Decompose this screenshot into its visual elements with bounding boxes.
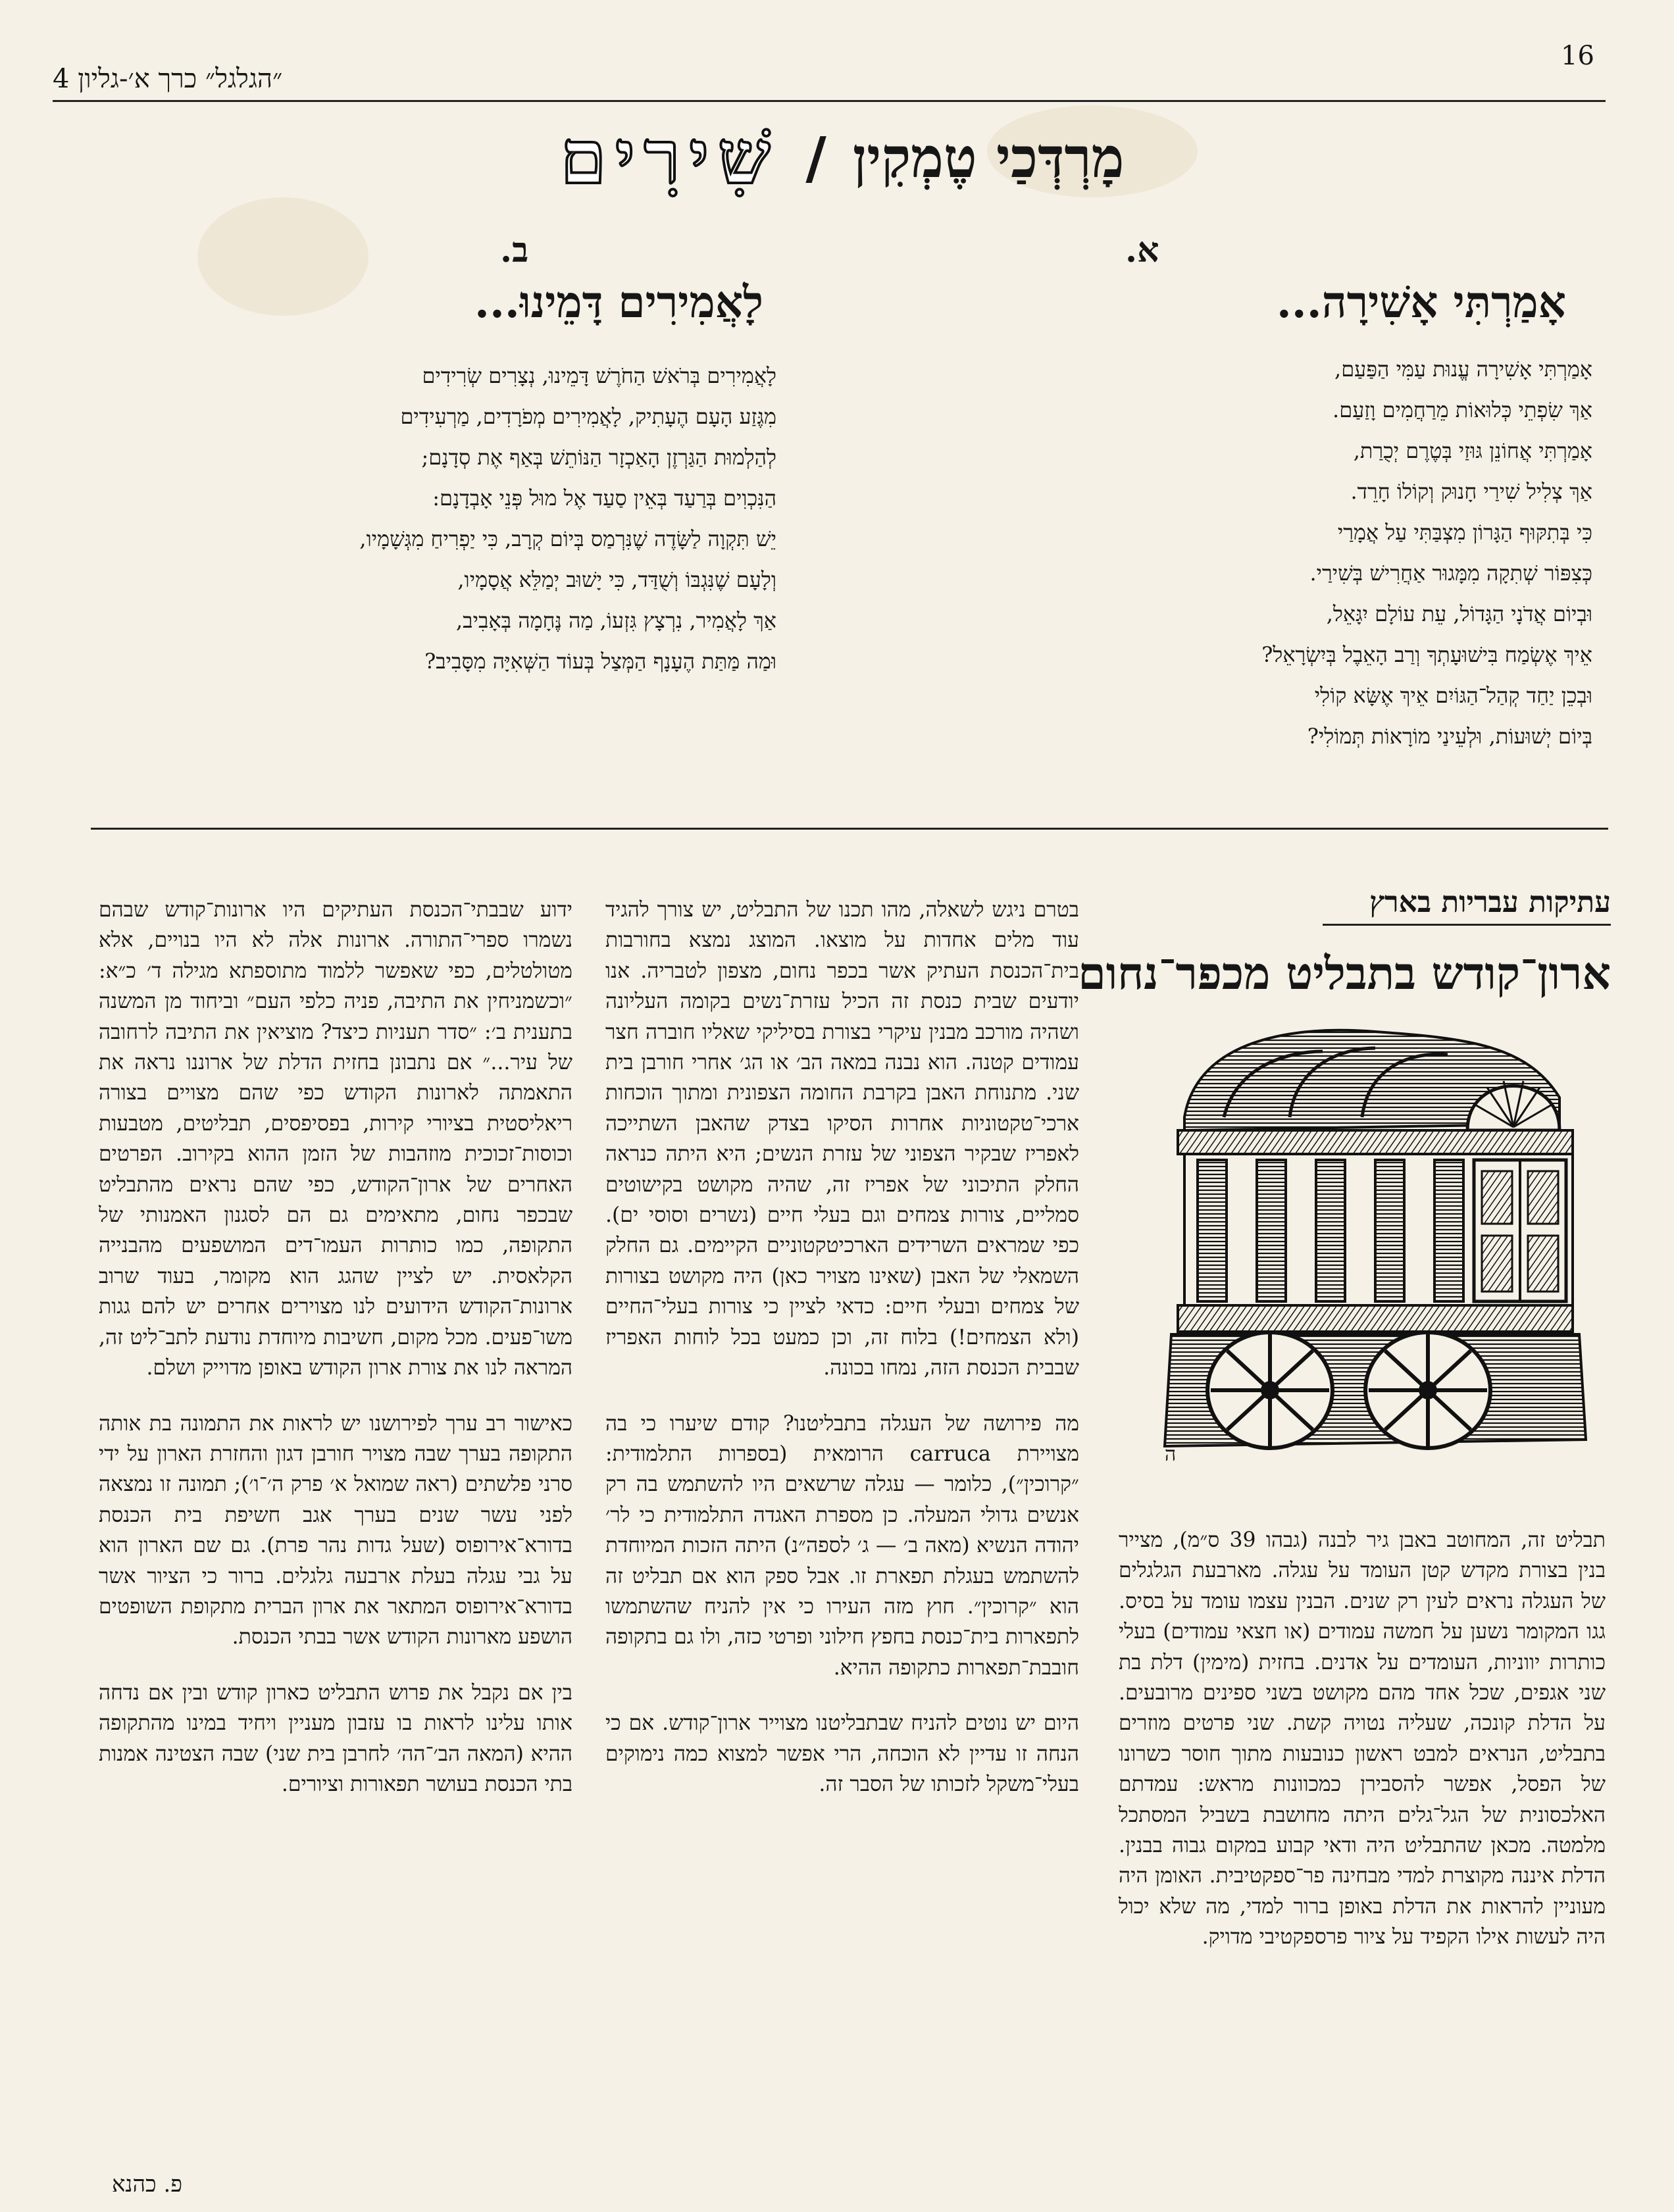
running-head: ״הגלגל״ כרך א׳-גליון 4 xyxy=(53,64,283,94)
torah-ark-relief-image xyxy=(1158,1018,1592,1466)
poems-title xyxy=(500,114,1184,201)
poem-line: וּמַה מַּתַּת הֶעָנָף הַמְּצַל בְּעוֹד הַשְּׁאִיָּה מִסָּבִיב? xyxy=(424,649,776,674)
section-label: עתיקות עבריות בארץ xyxy=(1369,886,1611,919)
poem-line: אַךְ צְלִיל שִׁירַי חָנוּק וְקוֹלוֹ חָרֵד. xyxy=(1350,479,1592,504)
poem-line: אַךְ לָאֲמִיר, נִרְצָץ גִּזְעוֹ, מַה נֶּחָמָה בְּאָבִיב, xyxy=(455,608,776,633)
poem-line: בְּיוֹם יְשׁוּעוֹת, וּלְעֵינַי מוֹרָאוֹת תְּמוֹלִי? xyxy=(1307,724,1592,749)
poem-line: וּבְכֵן יַחַד קְהַל־הַגּוֹיִם אֵיךְ אֶשָּׂא קוֹלִי xyxy=(1314,683,1592,708)
poem-line: כִּי בְּתִקּוּף הַגָּרוֹן מִצְבַּתִּי עַל אֲמָרַי xyxy=(1337,520,1592,545)
article-column-2 xyxy=(605,895,1079,1824)
title-separator: / xyxy=(805,124,826,191)
poem-b-body xyxy=(118,355,776,682)
poem-b-number: ב. xyxy=(500,230,529,270)
poem-line: אַךְ שִׂפְתֵי כְּלוּאוֹת מֵרַחֲמִים וָזַעַם. xyxy=(1332,397,1592,422)
article-paragraph: מה פירושה של העגלה בתבליטנו? קודם שיערו כי בה מצויירת carruca הרומאית (בספרות התלמודית: ״קרוכין״), כלומר — עגלה שרשאים היו להשתמש בה רק אנשים גדולי המעלה. כן מספרת האגדה התלמודית כי לר׳ יהודה הנשיא (מאה ב׳ — ג׳ לספה״נ) היתה הזכות המיוחדת להשתמש בעגלת תפארת זו. אבל ספק הוא אם תבליט זה הוא ״קרוכין״. חוץ מזה העירו כי אין להניח שהשתמשו לתפארות בית־כנסת בחפץ חילוני ופרטי כזה, ולו גם בתקופה חובבת־תפארות כתקופה ההיא. xyxy=(605,1411,1080,1680)
article-paragraph: ידוע שבבתי־הכנסת העתיקים היו ארונות־קודש שבהם נשמרו ספרי־התורה. ארונות אלה לא היו בנויים, אלא מטולטלים, כפי שאפשר ללמוד מתוספתא מגילה ד׳ כ״א: ״וכשמניחין את התיבה, פניה כלפי העם״ וביחוד מן המשנה בתענית ב׳: ״סדר תעניות כיצד? מוציאין את התיבה לרחובה של עיר...״ אם נתבונן בחזית הדלת של ארוננו נראה את התאמתה לארונות הקודש כפי שהם מצויים בצורה ריאליסטית בציורי קירות, בפסיפסים, תבליטים, מטבעות וכוסות־זכוכית מוזהבות של הזמן ההוא בקירוב. הפרטים האחרים של ארון־הקודש, כפי שהם נראים מהתבליט שבכפר נחום, מתאימים גם הם לסגנון האמנותי של התקופה, כמו כותרות העמו־דים המושפעים מהבנייה הקלאסית. יש לציין שהגג הוא מקומר, בעוד שרוב ארונות־הקודש הידועים לנו מצוירים אחרים יש להם גגות משו־פעים. מכל מקום, חשיבות מיוחדת נודעת לתב־ליט זה, המראה לנו את צורת ארון הקודש באופן מדוייק ושלם. xyxy=(99,898,572,1380)
article-column-1 xyxy=(1119,1525,1606,1978)
poem-line: יֵשׁ תִּקְוָה לַשָּׂדֶה שֶׁנִּרְמַס בְּיוֹם קְרָב, כִּי יַפְרִיחַ מִגְּשָׁמָיו, xyxy=(359,526,776,551)
poem-a-title: אָמַרְתִּי אָשִׁירָה... xyxy=(1276,276,1566,328)
poem-b-title: לָאֲמִירִים דָּמֵינוּ... xyxy=(474,276,763,328)
poem-a-number: א. xyxy=(1125,230,1159,270)
article-paragraph: בטרם ניגש לשאלה, מהו תכנו של התבליט, יש צורך להגיד עוד מלים אחדות על מוצאו. המוצג נמצא בחורבות בית־הכנסת העתיק אשר בכפר נחום, מצפון לטבריה. אנו יודעים שבית כנסת זה הכיל עזרת־נשים בקומה העליונה ושהיה מורכב מבנין עיקרי בצורת בסיליקי שאליו חוברה חצר עמודים קטנה. הוא נבנה במאה הב׳ או הג׳ אחרי חורבן בית שני. מתנוחת האבן בקרבת החומה הצפונית ומתוך הוכחות ארכי־טקטוניות אחרות הסיקו בצדק שהאבן השתייכה לאפריז שבקיר הצפוני של עזרת הנשים; היא היתה כנראה החלק התיכוני של אפריז זה, שהיה מקושט בקישוטים סמליים, צורות צמחים וגם בעלי חיים (נשרים וסוסי ים). כפי שמראים השרידים הארכיטקטוניים הקיימים. גם החלק השמאלי של האבן (שאינו מצויר כאן) היה מקושט בצורות של צמחים ובעלי חיים: כדאי לציין כי צורות בעלי־החיים (ולא הצמחים!) בלוח זה, וכן כמעט בכל לוחות האפריז שבבית הכנסת הזה, נמחו בכונה. xyxy=(605,898,1079,1380)
image-caption-letter: ה xyxy=(1165,1443,1177,1466)
poem-line: אָמַרְתִּי אָשִׁירָה עֱנוּת עַמִּי הַפַּעַם, xyxy=(1334,357,1592,382)
poem-line: אָמַרְתִּי אֲחוֹנֵן גּוּזַי בְּטֶרֶם יְכֻרַת, xyxy=(1353,438,1592,463)
header-rule xyxy=(53,100,1606,102)
article-paragraph: תבליט זה, המחוטב באבן גיר לבנה (גבהו 39 ס״מ), מצייר בנין בצורת מקדש קטן העומד על עגלה. מארבעת הגלגלים של העגלה נראים לעין רק שנים. הבנין עצמו עומד על בסיס. גגו המקומר נשען על חמשה עמודים (או חצאי עמודים) בעלי כותרות יווניות, העומדים על אדנים. בחזית (מימין) דלת בת שני אגפים, שכל אחד מהם מקושט בשני ספינים מרובעים. על הדלת קונכה, שעליה נטויה קשת. שני פרטים מוזרים בתבליט, הנראים למבט ראשון כנובעות מתוך חוסר כשרונו של הפסל, אפשר להסבירן כמכוונות מראש: עמדתם האלכסונית של הגל־גלים היתה מחושבת בשביל המסתכל מלמטה. מכאן שהתבליט היה ודאי קבוע במקום גבוה בבנין. הדלת איננה מקוצרת למדי מבחינה פר־ספקטיבית. האומן היה מעוניין להראות את הדלת באופן ברור למדי, מה שלא יכול היה לעשות אילו הקפיד על ציור פרספקטיבי מדויק. xyxy=(1119,1528,1606,1949)
poem-line: כְּצִפּוֹר שְׁתִקָה מִמָּגוּר אַחֲרִישׁ בְּשִׁירַי. xyxy=(1309,561,1592,586)
article-paragraph: היום יש נוטים להניח שבתבליטנו מצוייר ארון־קודש. אם כי הנחה זו עדיין לא הוכחה, הרי אפשר למצוא כמה נימוקים בעלי־משקל לזכותו של הסבר זה. xyxy=(605,1711,1079,1796)
article-title: ארון־קודש בתבליט מכפר־נחום xyxy=(1078,947,1611,1000)
article-paragraph: בין אם נקבל את פרוש התבליט כארון קודש ובין אם נדחה אותו עלינו לראות בו עזבון מעניין ויחיד במינו מהתקופה ההיא (המאה הב׳־הה׳ לחרבן בית שני) שבה הצטינה אמנות בתי הכנסת בעושר תפאורות וציורים. xyxy=(99,1680,572,1796)
page-number: 16 xyxy=(1561,41,1594,71)
article-column-3 xyxy=(99,895,572,1824)
poem-line: וּבְיוֹם אֲדֹנָי הַגָּדוֹל, עֵת עוֹלָם יִגָּאֵל, xyxy=(1326,601,1592,626)
section-divider xyxy=(91,828,1608,830)
poem-line: מִגֶּזַע הָעָם הֶעָתִיק, לָאֲמִירִים מְפֹרָדִים, מַרְעִידִים xyxy=(400,404,776,429)
author-signature: פ. כהנא xyxy=(112,2171,183,2198)
poem-line: לָאֲמִירִים בְּרֹאשׁ הַחֹרֶשׁ דָּמֵינוּ, נְצָרִים שְׂרִידִים xyxy=(422,363,776,388)
poem-a-body xyxy=(961,349,1592,757)
article-paragraph: כאישור רב ערך לפירושנו יש לראות את התמונה בת אותה התקופה בערך שבה מצויר חורבן דגון והחזרת הארון על ידי סרני פלשתים (ראה שמואל א׳ פרק ה׳־ו׳); תמונה זו נמצאה לפני עשר שנים בערך אגב חשיפת בית הכנסת בדורא־אירופוס (שעל גדות נהר פרת). גם שם הארון הוא על גבי עגלה בעלת ארבעה גלגלים. ברור כי הציור אשר בדורא־אירופוס המתאר את ארון הברית מתקופת השופטים הושפע מארונות הקודש אשר בבתי הכנסת. xyxy=(99,1411,572,1649)
poet-name: מָרְדְּכַי טֶמְקִין xyxy=(852,125,1125,190)
poem-line: וְלָעָם שֶׁנִּגְבּוֹ וְשֻׁדַּד, כִּי יָשׁוּב יְמַלֵּא אֲסָמָיו, xyxy=(457,567,776,592)
section-title: שִׁירִים xyxy=(560,114,780,201)
poem-line: הַנִּכְוִים בְּרַעַד בְּאֵין סַעַד אֶל מוּל פְּנֵי אָבְדָנָם: xyxy=(432,486,776,511)
section-label-rule xyxy=(1323,924,1611,926)
poem-line: אֵיךְ אֶשְׂמַח בִּישׁוּעָתְךָ וְרַב הָאֵבֶל בְּיִשְׂרָאֵל? xyxy=(1261,642,1592,667)
poem-line: לְהַלְמוּת הַגַּרְזֶן הָאַכְזָר הַנּוֹתֵשׁ בְּאַף אֶת סְדָנָם; xyxy=(421,445,776,470)
